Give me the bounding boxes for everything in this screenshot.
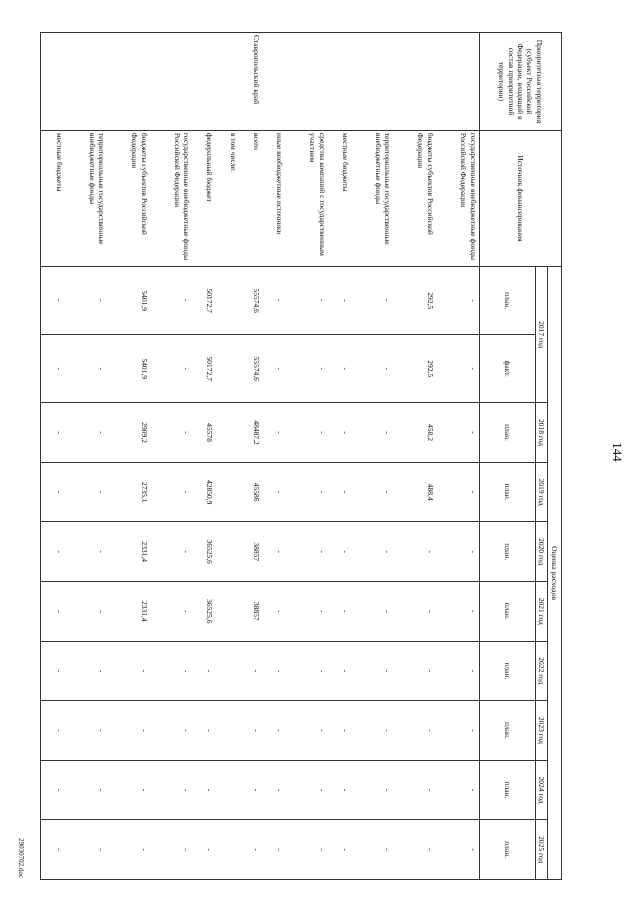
table-row (150, 33, 192, 880)
value-cell: - (65, 701, 107, 761)
value-cell: - (285, 462, 327, 522)
value-cell: - (285, 403, 327, 463)
table-row (262, 33, 285, 880)
value-cell: - (262, 522, 285, 582)
territory-cell (285, 33, 327, 131)
value-cell: - (239, 820, 262, 880)
value-cell: - (328, 462, 351, 522)
value-cell: - (351, 267, 393, 335)
value-cell: - (436, 462, 479, 522)
value-cell: - (192, 820, 215, 880)
value-cell: - (436, 641, 479, 701)
territory-cell (351, 33, 393, 131)
value-cell: 55574,6 (239, 267, 262, 335)
header-year: 2021 год (535, 582, 547, 642)
value-cell: - (436, 760, 479, 820)
value-cell: - (65, 522, 107, 582)
value-cell: - (393, 582, 435, 642)
header-year: 2019 год (535, 462, 547, 522)
value-cell: - (436, 522, 479, 582)
value-cell: - (351, 760, 393, 820)
territory-cell (262, 33, 285, 131)
value-cell: - (436, 820, 479, 880)
table-row (436, 33, 479, 880)
value-cell: - (262, 403, 285, 463)
value-cell: - (436, 582, 479, 642)
value-cell: - (285, 335, 327, 403)
value-cell: - (107, 820, 149, 880)
value-cell: - (351, 335, 393, 403)
value-cell: 38857 (239, 522, 262, 582)
value-cell: - (285, 522, 327, 582)
value-cell: - (351, 641, 393, 701)
value-cell: - (107, 760, 149, 820)
value-cell: - (328, 403, 351, 463)
table-row (41, 33, 65, 880)
territory-cell (41, 33, 65, 131)
header-source: Источник финансирования (479, 130, 561, 266)
footer-filename-text: 29030702.doc (17, 838, 25, 878)
header-subtype: факт. (479, 335, 535, 403)
value-cell: - (150, 522, 192, 582)
value-cell: 5401,9 (107, 335, 149, 403)
value-cell: - (393, 522, 435, 582)
header-year: 2024 год (535, 760, 547, 820)
value-cell: - (285, 701, 327, 761)
value-cell: - (436, 267, 479, 335)
value-cell: - (41, 335, 65, 403)
value-cell: - (192, 760, 215, 820)
value-cell: - (328, 820, 351, 880)
source-cell: государственные внебюджетные фонды Российской Федерации (150, 130, 192, 266)
header-subtype: план. (479, 403, 535, 463)
value-cell: - (192, 641, 215, 701)
value-cell: - (351, 462, 393, 522)
value-cell: - (351, 582, 393, 642)
value-cell: - (262, 462, 285, 522)
source-cell: федеральный бюджет (192, 130, 215, 266)
value-cell: - (41, 403, 65, 463)
table-row (107, 33, 149, 880)
source-cell: местные бюджеты (41, 130, 65, 266)
header-subtype: план. (479, 462, 535, 522)
table-row (351, 33, 393, 880)
value-cell (215, 462, 238, 522)
value-cell: - (65, 335, 107, 403)
value-cell: - (41, 462, 65, 522)
value-cell: 5401,9 (107, 267, 149, 335)
table-row (215, 33, 238, 880)
value-cell: 2735,1 (107, 462, 149, 522)
value-cell: - (351, 701, 393, 761)
header-subtype: план. (479, 582, 535, 642)
source-cell: местные бюджеты (328, 130, 351, 266)
table-row (328, 33, 351, 880)
value-cell: - (262, 335, 285, 403)
value-cell: - (65, 641, 107, 701)
value-cell: - (41, 267, 65, 335)
value-cell: 36525,6 (192, 522, 215, 582)
header-subtype: план. (479, 267, 535, 335)
header-estimate: Оценка расходов (548, 267, 562, 880)
territory-cell (393, 33, 435, 131)
value-cell: - (351, 403, 393, 463)
value-cell: - (150, 335, 192, 403)
value-cell: 2909,2 (107, 403, 149, 463)
value-cell: - (351, 820, 393, 880)
value-cell (215, 267, 238, 335)
value-cell: - (41, 641, 65, 701)
value-cell: 50172,7 (192, 267, 215, 335)
value-cell: - (107, 701, 149, 761)
value-cell: 292,5 (393, 335, 435, 403)
header-year: 2017 год (535, 267, 547, 403)
territory-cell (150, 33, 192, 131)
value-cell: 36525,6 (192, 582, 215, 642)
table-row (285, 33, 327, 880)
value-cell: - (328, 335, 351, 403)
value-cell: - (65, 582, 107, 642)
value-cell: - (192, 701, 215, 761)
value-cell: - (285, 267, 327, 335)
value-cell: - (328, 760, 351, 820)
header-territory: Приоритетная территория (субъект Российской Федерации, входящий в состав приоритетной территории) (479, 33, 561, 131)
value-cell: - (239, 701, 262, 761)
value-cell: - (262, 820, 285, 880)
value-cell: 48487,2 (239, 403, 262, 463)
value-cell: 488,4 (393, 462, 435, 522)
value-cell: - (436, 701, 479, 761)
value-cell: - (41, 582, 65, 642)
value-cell: 50172,7 (192, 335, 215, 403)
value-cell: - (65, 760, 107, 820)
source-cell: иные внебюджетные источники (262, 130, 285, 266)
value-cell: - (262, 760, 285, 820)
value-cell: - (41, 522, 65, 582)
territory-cell (328, 33, 351, 131)
value-cell: - (285, 760, 327, 820)
value-cell: - (239, 641, 262, 701)
value-cell: - (436, 335, 479, 403)
header-subtype: план. (479, 641, 535, 701)
value-cell (215, 820, 238, 880)
value-cell: 458,2 (393, 403, 435, 463)
value-cell: - (150, 701, 192, 761)
value-cell: - (65, 820, 107, 880)
value-cell: - (65, 403, 107, 463)
value-cell: - (285, 820, 327, 880)
value-cell: - (328, 522, 351, 582)
value-cell: - (285, 582, 327, 642)
header-subtype: план. (479, 760, 535, 820)
value-cell: - (150, 462, 192, 522)
value-cell: 55574,6 (239, 335, 262, 403)
header-subtype: план. (479, 522, 535, 582)
territory-cell (107, 33, 149, 131)
territory-cell (192, 33, 215, 131)
value-cell: - (41, 701, 65, 761)
value-cell: 2331,4 (107, 522, 149, 582)
header-year: 2023 год (535, 701, 547, 761)
source-cell: средства компаний с государственным участием (285, 130, 327, 266)
source-cell: территориальные государственные внебюджетные фонды (65, 130, 107, 266)
value-cell (215, 522, 238, 582)
territory-cell (215, 33, 238, 131)
value-cell: - (150, 760, 192, 820)
table-row (65, 33, 107, 880)
value-cell (215, 335, 238, 403)
source-cell: государственные внебюджетные фонды Российской Федерации (436, 130, 479, 266)
value-cell: 38857 (239, 582, 262, 642)
value-cell: 45586 (239, 462, 262, 522)
source-cell: территориальные государственные внебюджетные фонды (351, 130, 393, 266)
value-cell: - (393, 641, 435, 701)
table-row (192, 33, 215, 880)
source-cell: всего (239, 130, 262, 266)
value-cell: - (150, 820, 192, 880)
value-cell: - (328, 701, 351, 761)
value-cell: - (436, 403, 479, 463)
value-cell: - (107, 641, 149, 701)
value-cell: - (262, 267, 285, 335)
value-cell: - (239, 760, 262, 820)
value-cell (215, 403, 238, 463)
value-cell (215, 760, 238, 820)
value-cell: - (328, 267, 351, 335)
header-year: 2022 год (535, 641, 547, 701)
value-cell: - (393, 820, 435, 880)
value-cell: 2331,4 (107, 582, 149, 642)
value-cell: - (262, 701, 285, 761)
value-cell (215, 641, 238, 701)
value-cell (215, 582, 238, 642)
value-cell: 45578 (192, 403, 215, 463)
value-cell (215, 701, 238, 761)
table-row (239, 33, 262, 880)
table-row (393, 33, 435, 880)
value-cell: - (150, 403, 192, 463)
territory-cell (436, 33, 479, 131)
header-subtype: план. (479, 701, 535, 761)
value-cell: - (328, 641, 351, 701)
value-cell: - (65, 267, 107, 335)
value-cell: - (150, 641, 192, 701)
expense-estimate-table (40, 32, 562, 880)
value-cell: - (393, 701, 435, 761)
value-cell: - (285, 641, 327, 701)
source-cell: в том числе: (215, 130, 238, 266)
value-cell: - (41, 760, 65, 820)
header-year: 2020 год (535, 522, 547, 582)
value-cell: - (328, 582, 351, 642)
value-cell: - (262, 582, 285, 642)
value-cell: - (65, 462, 107, 522)
value-cell: - (262, 641, 285, 701)
value-cell: - (351, 522, 393, 582)
value-cell: - (150, 267, 192, 335)
value-cell: 42850,9 (192, 462, 215, 522)
source-cell: бюджеты субъектов Российской Федерации (107, 130, 149, 266)
page-number-text: 144 (610, 442, 625, 462)
source-cell: бюджеты субъектов Российской Федерации (393, 130, 435, 266)
value-cell: - (41, 820, 65, 880)
header-subtype: план. (479, 820, 535, 880)
header-year: 2018 год (535, 403, 547, 463)
value-cell: - (150, 582, 192, 642)
territory-cell: Ставропольский край (239, 33, 262, 131)
value-cell: - (393, 760, 435, 820)
value-cell: 292,5 (393, 267, 435, 335)
header-year: 2025 год (535, 820, 547, 880)
territory-cell (65, 33, 107, 131)
